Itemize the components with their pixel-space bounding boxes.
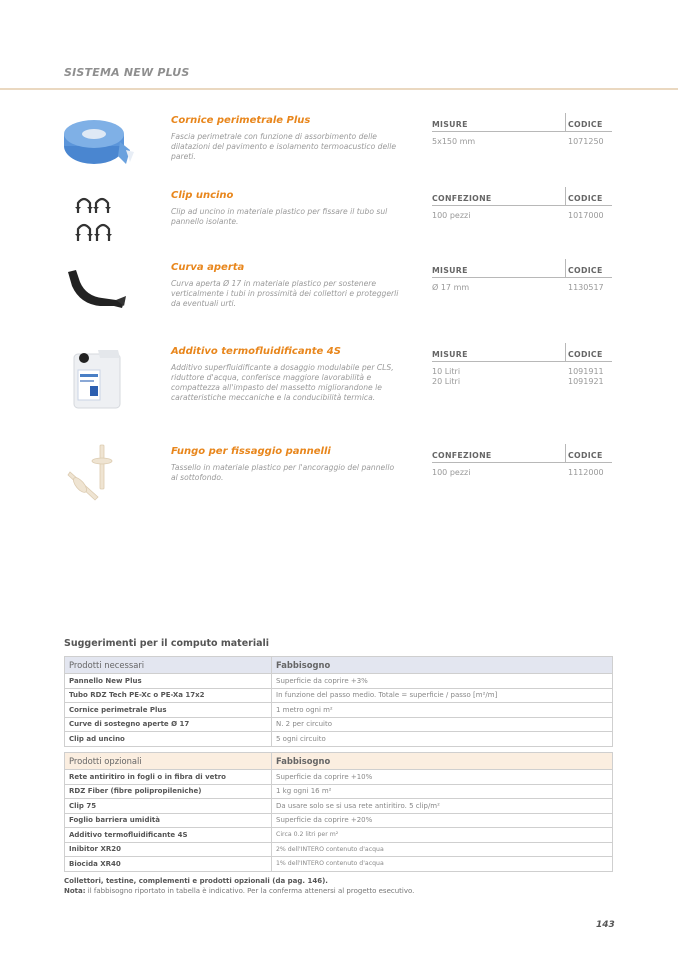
- product-name: Inibitor XR20: [65, 842, 272, 857]
- additive-jerrycan-icon: [60, 344, 140, 414]
- product-code: 1091921: [568, 377, 604, 386]
- spec-divider: [565, 343, 566, 362]
- spec-header-left: MISURE: [432, 350, 468, 359]
- table-row: [65, 770, 613, 785]
- table-row: [65, 857, 613, 872]
- spec-row: [432, 468, 612, 478]
- spec-row: [432, 211, 612, 221]
- spec-header-left: MISURE: [432, 266, 468, 275]
- product-code: 1091911: [568, 367, 604, 376]
- spec-row: [432, 377, 612, 387]
- product-name: Clip 75: [65, 799, 272, 814]
- requirement: In funzione del passo medio. Totale = superficie / passo [m²/m]: [272, 688, 613, 703]
- spec-divider: [565, 113, 566, 132]
- spec-header-right: CODICE: [568, 451, 603, 460]
- product-spec-table: [432, 346, 612, 387]
- product-description: Fascia perimetrale con funzione di assorbimento delle dilatazioni del pavimento e isolamento termoacustico delle pareti.: [171, 132, 397, 161]
- requirement: Circa 0.2 litri per m²: [272, 828, 613, 843]
- optional-products-table: [64, 752, 613, 872]
- product-name: Pannello New Plus: [65, 674, 272, 689]
- hook-clips-icon: [60, 191, 140, 261]
- table-header-row: [65, 753, 613, 770]
- product-code: 1071250: [568, 137, 604, 146]
- requirement: 1 kg ogni 16 m²: [272, 784, 613, 799]
- product-description: Additivo superfluidificante a dosaggio modulabile per CLS, riduttore d'acqua, conferisce maggiore lavorabilità e compattezza all'impasto del massetto migliorandone le caratteristiche meccaniche e la conducibilità termica.: [171, 363, 394, 402]
- note-label: Nota:: [64, 887, 86, 895]
- product-title: Additivo termofluidificante 4S: [171, 346, 341, 357]
- product-name: RDZ Fiber (fibre polipropileniche): [65, 784, 272, 799]
- spec-value: 5x150 mm: [432, 137, 476, 146]
- required-products-table: [64, 656, 613, 747]
- column-header: Fabbisogno: [272, 753, 613, 770]
- requirement: 1% dell'INTERO contenuto d'acqua: [272, 857, 613, 872]
- product-name: Cornice perimetrale Plus: [65, 703, 272, 718]
- spec-value: Ø 17 mm: [432, 283, 470, 292]
- requirement: Superficie da coprire +3%: [272, 674, 613, 689]
- table-row: [65, 828, 613, 843]
- requirement: 5 ogni circuito: [272, 732, 613, 747]
- table-row: [65, 842, 613, 857]
- spec-header-right: CODICE: [568, 266, 603, 275]
- product-description: Clip ad uncino in materiale plastico per fissare il tubo sul pannello isolante.: [171, 207, 388, 226]
- spec-divider: [565, 444, 566, 463]
- product-name: Biocida XR40: [65, 857, 272, 872]
- product-title: Cornice perimetrale Plus: [171, 115, 311, 126]
- spec-header-left: MISURE: [432, 120, 468, 129]
- column-header: Fabbisogno: [272, 657, 613, 674]
- requirement: N. 2 per circuito: [272, 717, 613, 732]
- product-description: Tassello in materiale plastico per l'ancoraggio del pannello al sottofondo.: [171, 463, 395, 482]
- pipe-bend-support-icon: [60, 266, 140, 336]
- spec-value: 10 Litri: [432, 367, 461, 376]
- requirement: Superficie da coprire +10%: [272, 770, 613, 785]
- product-name: Foglio barriera umidità: [65, 813, 272, 828]
- panel-anchor-plug-icon: [60, 443, 140, 513]
- table-row: [65, 732, 613, 747]
- product-code: 1130517: [568, 283, 604, 292]
- product-spec-table: [432, 190, 612, 221]
- product-name: Tubo RDZ Tech PE-Xc o PE-Xa 17x2: [65, 688, 272, 703]
- spec-divider: [565, 259, 566, 278]
- column-header: Prodotti opzionali: [65, 753, 272, 770]
- perimeter-tape-roll-icon: [60, 112, 140, 182]
- spec-header-left: CONFEZIONE: [432, 194, 492, 203]
- spec-value: 20 Litri: [432, 377, 461, 386]
- spec-header-right: CODICE: [568, 194, 603, 203]
- spec-row: [432, 367, 612, 377]
- spec-value: 100 pezzi: [432, 211, 471, 220]
- spec-value: 100 pezzi: [432, 468, 471, 477]
- suggestions-title: Suggerimenti per il computo materiali: [64, 638, 270, 649]
- product-name: Curve di sostegno aperte Ø 17: [65, 717, 272, 732]
- table-row: [65, 674, 613, 689]
- product-name: Additivo termofluidificante 4S: [65, 828, 272, 843]
- table-row: [65, 799, 613, 814]
- product-title: Fungo per fissaggio pannelli: [171, 446, 331, 457]
- spec-row: [432, 283, 612, 293]
- spec-row: [432, 137, 612, 147]
- footnote-reference: Collettori, testine, complementi e prodotti opzionali (da pag. 146).: [64, 877, 328, 885]
- spec-divider: [565, 187, 566, 206]
- product-title: Clip uncino: [171, 190, 234, 201]
- product-name: Rete antiritiro in fogli o in fibra di vetro: [65, 770, 272, 785]
- spec-header-right: CODICE: [568, 120, 603, 129]
- product-name: Clip ad uncino: [65, 732, 272, 747]
- table-row: [65, 784, 613, 799]
- spec-header-left: CONFEZIONE: [432, 451, 492, 460]
- table-row: [65, 813, 613, 828]
- footnote: [64, 876, 414, 896]
- product-code: 1112000: [568, 468, 604, 477]
- table-header-row: [65, 657, 613, 674]
- product-spec-table: [432, 447, 612, 478]
- header-divider: [0, 88, 678, 90]
- product-spec-table: [432, 262, 612, 293]
- requirement: 1 metro ogni m²: [272, 703, 613, 718]
- requirement: Superficie da coprire +20%: [272, 813, 613, 828]
- table-row: [65, 703, 613, 718]
- requirement: 2% dell'INTERO contenuto d'acqua: [272, 842, 613, 857]
- requirement: Da usare solo se si usa rete antiritiro. 5 clip/m²: [272, 799, 613, 814]
- product-title: Curva aperta: [171, 262, 245, 273]
- note-text: il fabbisogno riportato in tabella è indicativo. Per la conferma attenersi al progetto esecutivo.: [85, 887, 415, 895]
- product-description: Curva aperta Ø 17 in materiale plastico per sostenere verticalmente i tubi in prossimità dei collettori e proteggerli da eventuali urti.: [171, 279, 399, 308]
- section-title: SISTEMA NEW PLUS: [64, 66, 190, 79]
- spec-header-right: CODICE: [568, 350, 603, 359]
- product-code: 1017000: [568, 211, 604, 220]
- column-header: Prodotti necessari: [65, 657, 272, 674]
- table-row: [65, 688, 613, 703]
- product-spec-table: [432, 116, 612, 147]
- page-number: 143: [596, 920, 615, 930]
- table-row: [65, 717, 613, 732]
